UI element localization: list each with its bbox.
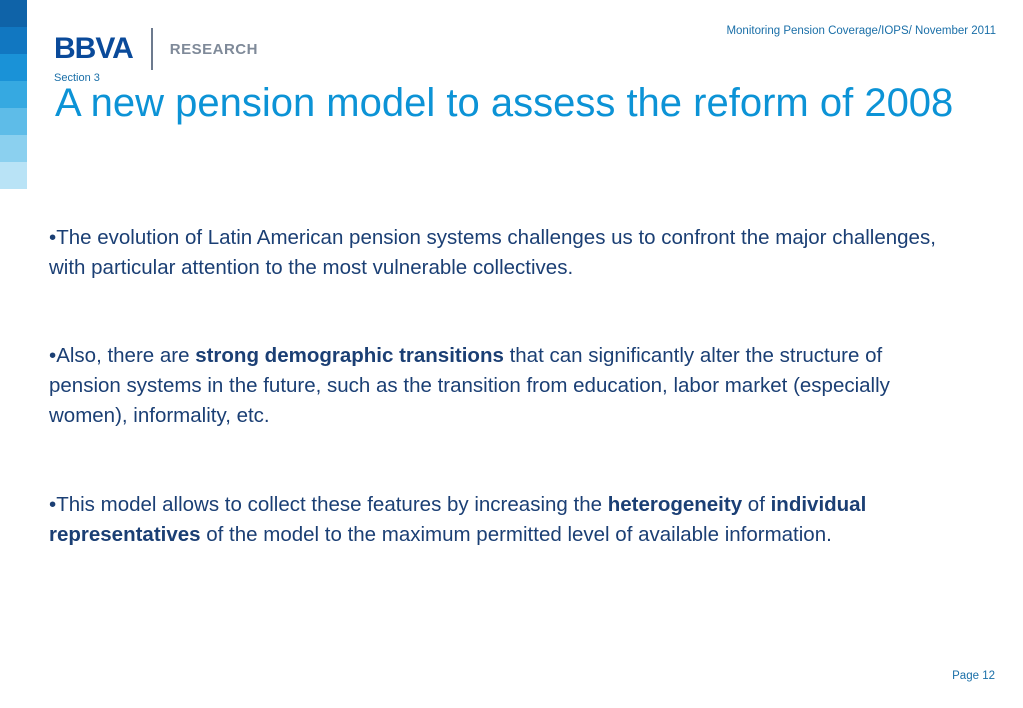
bullet-item: [49, 490, 949, 550]
bbva-logo-text: BBVA: [54, 32, 133, 65]
bullet-marker: •: [49, 344, 57, 367]
bullet-emphasis: strong demographic transitions: [195, 344, 504, 367]
bullet-emphasis: heterogeneity: [607, 493, 743, 516]
bullet-text: that can significantly alter the structure of pension systems in the future, such as the transition from education, labor market (especially women), informality, etc.: [49, 344, 890, 427]
bullet-text: The evolution of Latin American pension systems challenges us to confront the major challenges, with particular attention to the most vulnerable collectives.: [49, 226, 936, 279]
bullet-marker: •: [49, 493, 57, 516]
decorative-color-strip: [0, 0, 27, 189]
strip-block: [0, 162, 27, 189]
slide-title: A new pension model to assess the reform of 2008: [55, 81, 954, 125]
bullet-item: [49, 341, 949, 431]
bullet-item: [49, 223, 949, 283]
strip-block: [0, 0, 27, 27]
logo-divider: [151, 28, 153, 70]
strip-block: [0, 81, 27, 108]
section-label: Section 3: [54, 72, 100, 84]
bullet-text: Also, there are: [56, 344, 196, 367]
strip-block: [0, 135, 27, 162]
strip-block: [0, 108, 27, 135]
bullet-marker: •: [49, 226, 57, 249]
bullet-text: of the model to the maximum permitted level of available information.: [200, 523, 832, 546]
bullet-text: This model allows to collect these features by increasing the: [56, 493, 608, 516]
strip-block: [0, 54, 27, 81]
strip-block: [0, 27, 27, 54]
bullet-emphasis: individual representatives: [49, 493, 867, 546]
research-label: RESEARCH: [169, 40, 258, 58]
bullet-text: of: [742, 493, 771, 516]
header-subtitle: Monitoring Pension Coverage/IOPS/ November 2011: [726, 25, 996, 37]
page-number: Page 12: [952, 670, 995, 682]
bbva-research-logo: [54, 28, 258, 70]
